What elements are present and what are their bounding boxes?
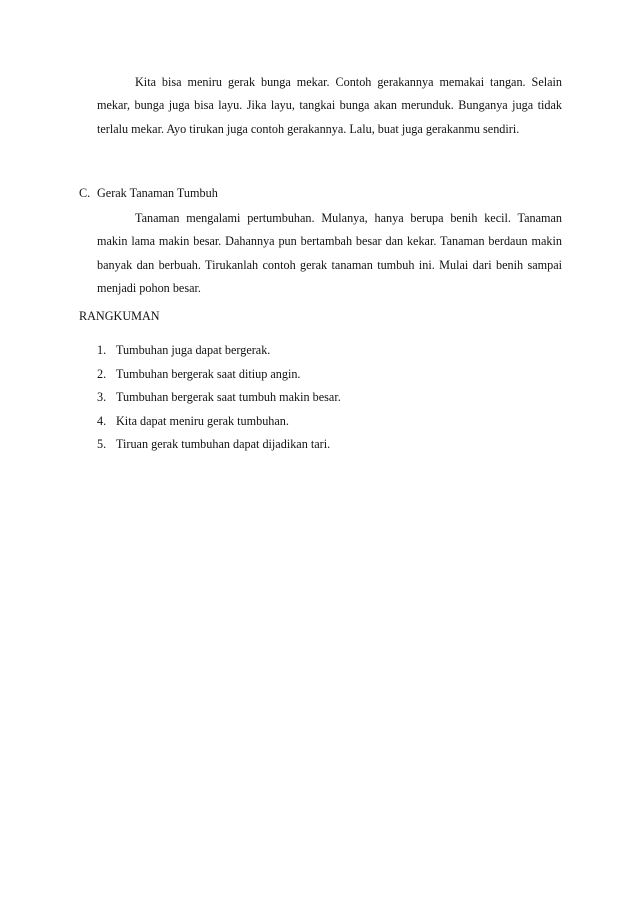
section-c-paragraph	[97, 207, 562, 301]
section-letter: C.	[79, 186, 91, 200]
list-item-text: Tumbuhan bergerak saat ditiup angin.	[116, 366, 301, 381]
list-item-number: 5.	[97, 437, 107, 451]
list-item	[97, 364, 341, 388]
summary-list	[97, 340, 341, 458]
list-item-text: Tumbuhan bergerak saat tumbuh makin besar.	[116, 390, 341, 404]
list-item-text: Kita dapat meniru gerak tumbuhan.	[116, 413, 289, 428]
list-item-number: 3.	[97, 390, 107, 404]
intro-paragraph-text: Kita bisa meniru gerak bunga mekar. Contoh gerakannya memakai tangan. Selain mekar, bunga juga bisa layu. Jika layu, tangkai bunga akan merunduk. Bunganya juga tidak terlalu mekar. Ayo tirukan juga contoh gerakannya. Lalu, buat juga gerakanmu sendiri.	[97, 75, 562, 136]
list-item-number: 2.	[97, 366, 107, 381]
list-item	[97, 340, 341, 364]
section-title: Gerak Tanaman Tumbuh	[97, 186, 218, 200]
list-item-text: Tiruan gerak tumbuhan dapat dijadikan tari.	[116, 437, 331, 451]
list-item	[97, 387, 341, 411]
list-item-text: Tumbuhan juga dapat bergerak.	[116, 343, 271, 357]
section-c-paragraph-text: Tanaman mengalami pertumbuhan. Mulanya, hanya berupa benih kecil. Tanaman makin lama makin besar. Dahannya pun bertambah besar dan kekar. Tanaman berdaun makin banyak dan berbuah. Tirukanlah contoh gerak tanaman tumbuh ini. Mulai dari benih sampai menjadi pohon besar.	[97, 211, 562, 296]
list-item-number: 4.	[97, 413, 107, 428]
list-item	[97, 411, 341, 435]
list-item-number: 1.	[97, 343, 107, 357]
intro-paragraph	[97, 71, 562, 141]
list-item	[97, 434, 341, 458]
summary-title: RANGKUMAN	[79, 309, 160, 323]
section-heading-c	[79, 183, 218, 203]
